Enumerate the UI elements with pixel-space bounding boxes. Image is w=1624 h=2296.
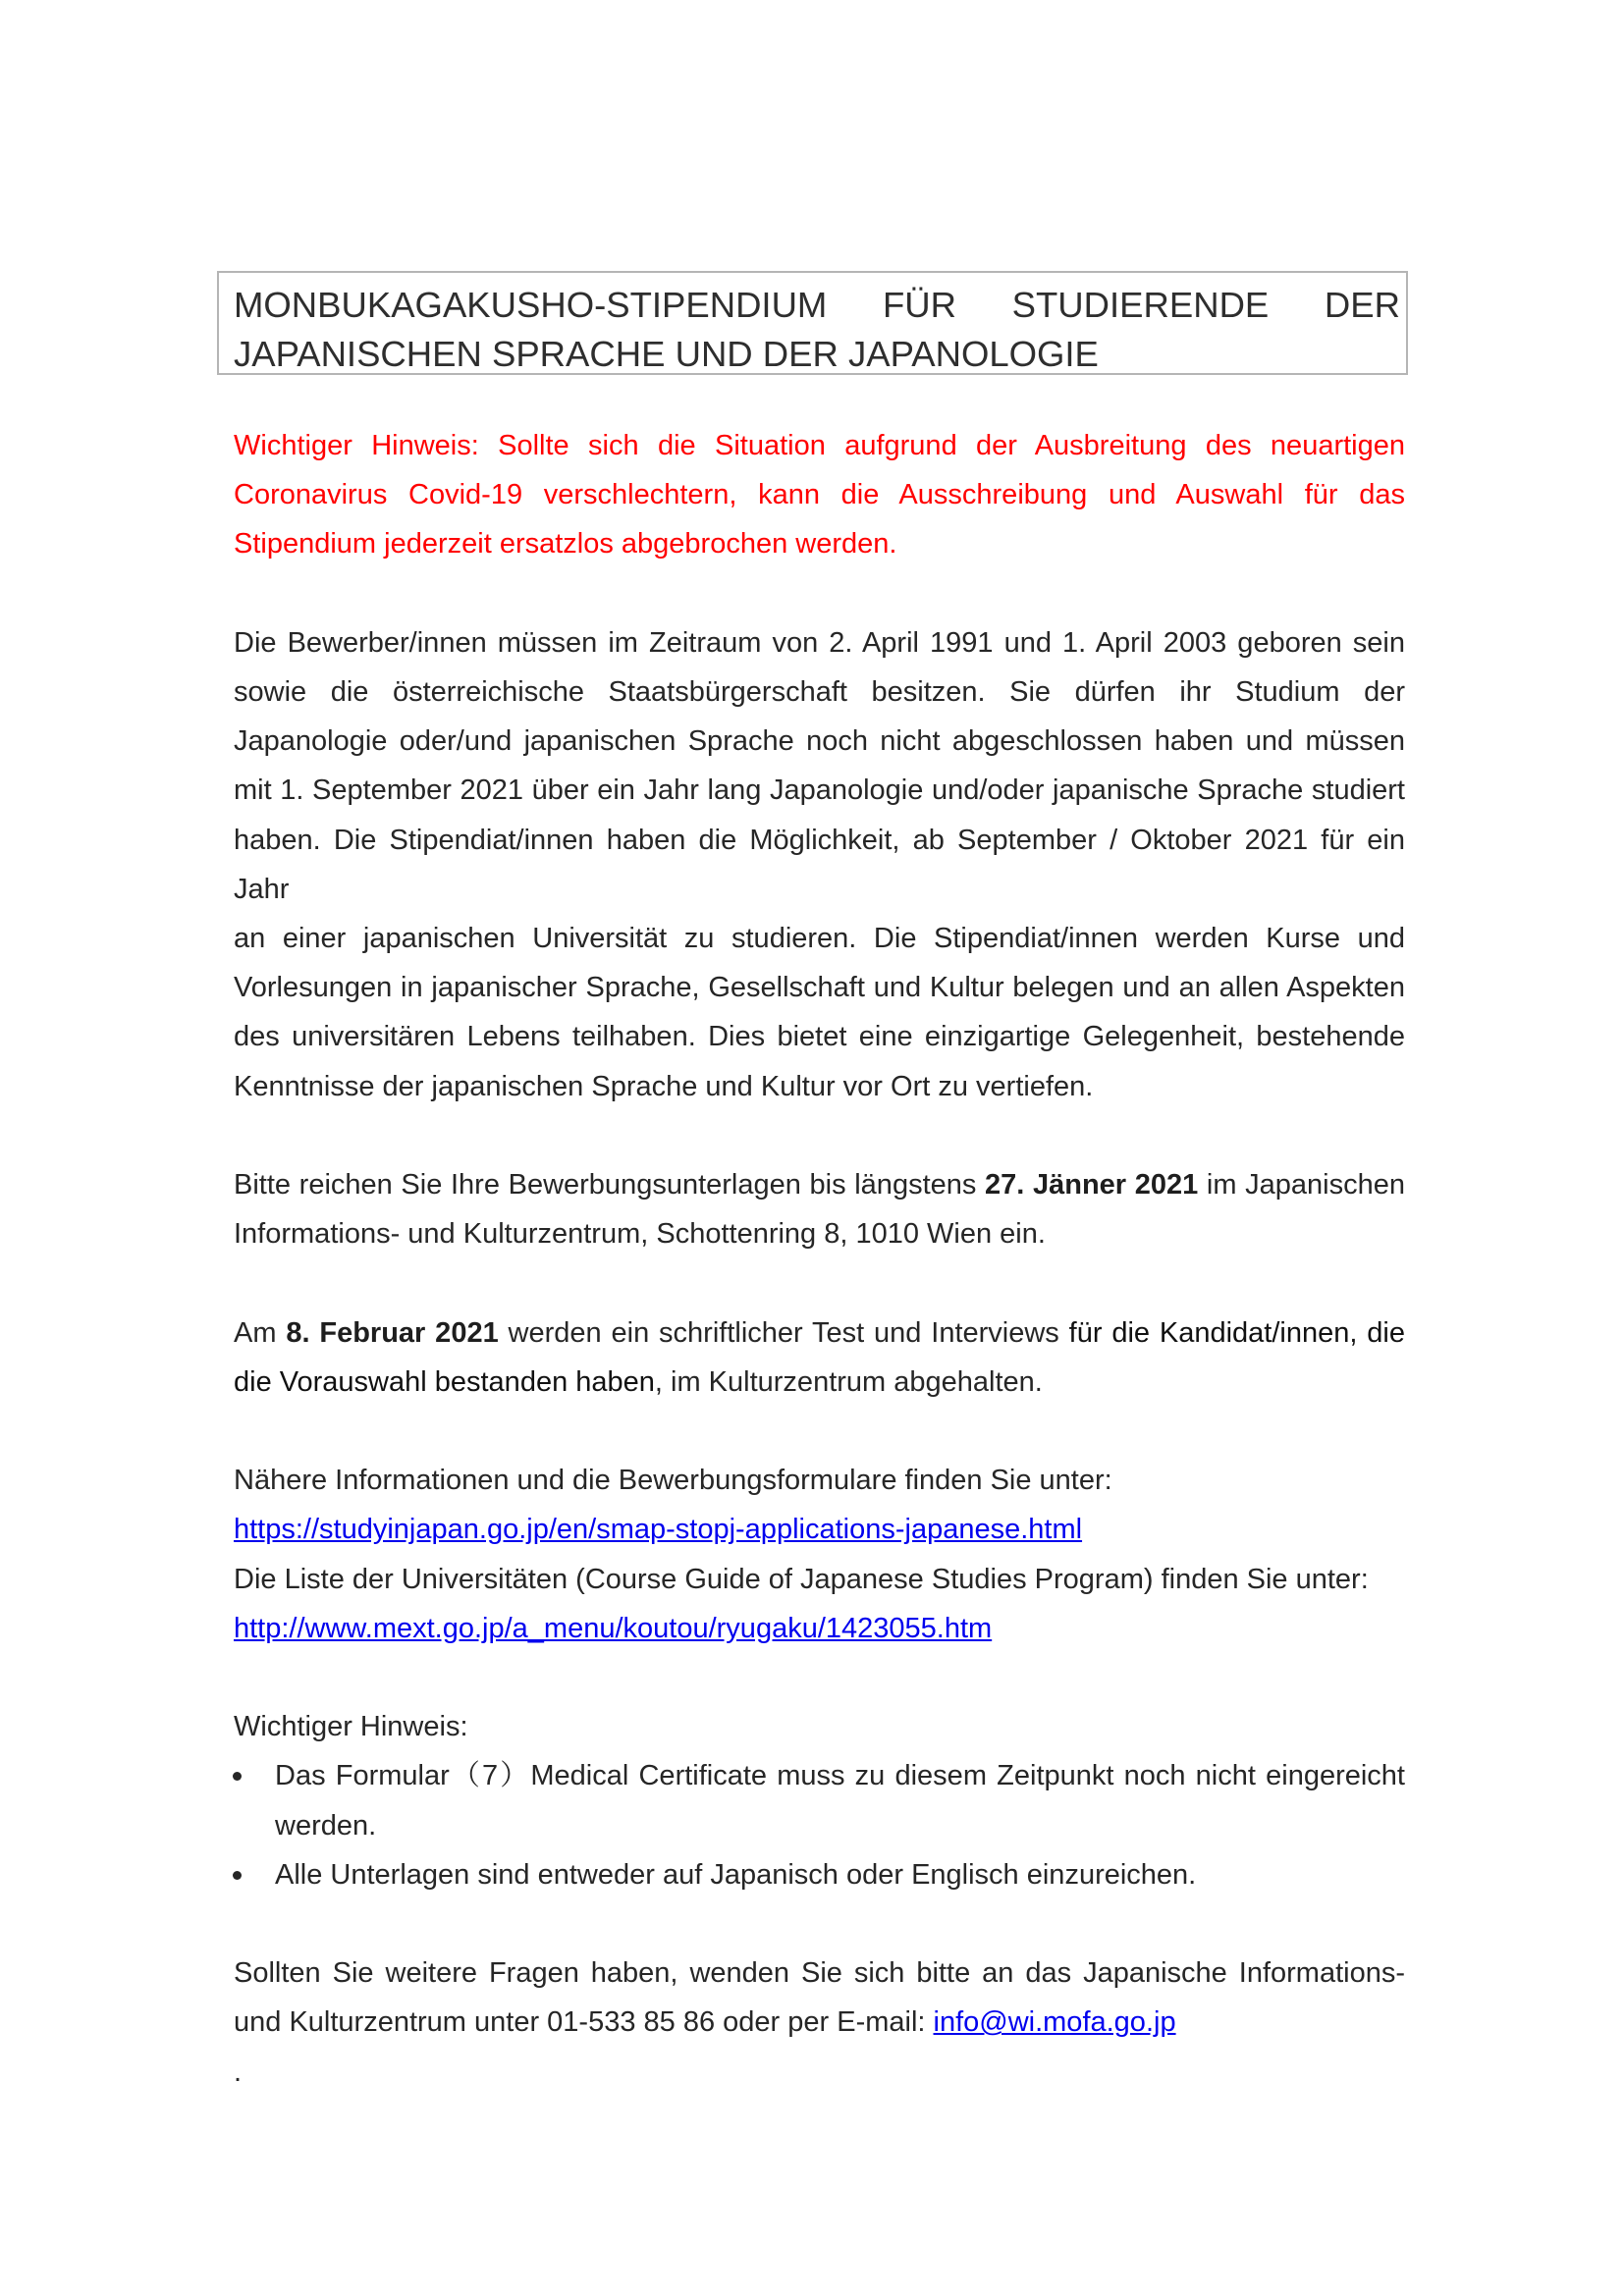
deadline-date: 27. Jänner 2021 bbox=[985, 1169, 1199, 1201]
eligibility-line: Kenntnisse der japanischen Sprache und Kultur vor Ort zu vertiefen. bbox=[234, 1070, 1094, 1102]
eligibility-line: sowie die österreichische Staatsbürgerschaft besitzen. Sie dürfen ihr Studium der bbox=[234, 676, 1405, 708]
eligibility-line: mit 1. September 2021 über ein Jahr lang Japanologie und/oder japanische Sprache studiert bbox=[234, 774, 1405, 807]
university-list-link[interactable]: http://www.mext.go.jp/a_menu/koutou/ryugaku/1423055.htm bbox=[234, 1612, 993, 1644]
test-text: , im Kulturzentrum abgehalten. bbox=[654, 1365, 1043, 1398]
list-item bbox=[234, 1751, 1405, 1849]
eligibility-line: an einer japanischen Universität zu studieren. Die Stipendiat/innen werden Kurse und bbox=[234, 923, 1405, 955]
contact-line-2 bbox=[234, 1998, 1405, 2047]
deadline-paragraph bbox=[234, 1160, 1405, 1258]
deadline-line-2: Informations- und Kulturzentrum, Schottenring 8, 1010 Wien ein. bbox=[234, 1218, 1046, 1251]
list-item bbox=[234, 1850, 1405, 1899]
eligibility-line: Vorlesungen in japanischer Sprache, Gesellschaft und Kultur belegen und an allen Aspekten bbox=[234, 972, 1405, 1004]
paragraph-gap bbox=[234, 1407, 1405, 1456]
paragraph-gap bbox=[234, 1111, 1405, 1160]
test-paragraph bbox=[234, 1308, 1405, 1407]
contact-text: und Kulturzentrum unter 01-533 85 86 oder per E-mail: bbox=[234, 2006, 934, 2039]
bullet-icon bbox=[233, 1871, 242, 1880]
list-item-text: Alle Unterlagen sind entweder auf Japanisch oder Englisch einzureichen. bbox=[275, 1858, 1197, 1891]
title-line-1: MONBUKAGAKUSHO-STIPENDIUM FÜR STUDIERENDE DER bbox=[234, 285, 1400, 325]
paragraph-gap bbox=[234, 1653, 1405, 1702]
eligibility-line: Die Bewerber/innen müssen im Zeitraum von 2. April 1991 und 1. April 2003 geboren sein bbox=[234, 626, 1405, 659]
test-line-1 bbox=[234, 1308, 1405, 1358]
warning-line: Stipendium jederzeit ersatzlos abgebrochen werden. bbox=[234, 528, 897, 561]
test-date: 8. Februar 2021 bbox=[286, 1316, 499, 1349]
document-body bbox=[234, 421, 1405, 2097]
eligibility-line: des universitären Lebens teilhaben. Dies bietet eine einzigartige Gelegenheit, bestehende bbox=[234, 1021, 1405, 1053]
deadline-line-1 bbox=[234, 1160, 1405, 1209]
test-text-preselection: die Vorauswahl bestanden haben bbox=[234, 1365, 655, 1398]
notice-list bbox=[234, 1751, 1405, 1899]
info-line: Nähere Informationen und die Bewerbungsformulare finden Sie unter: bbox=[234, 1465, 1112, 1497]
paragraph-gap bbox=[234, 1258, 1405, 1308]
test-line-2 bbox=[234, 1358, 1405, 1407]
info-link-line bbox=[234, 1604, 1405, 1653]
warning-line: Coronavirus Covid-19 verschlechtern, kann die Ausschreibung und Auswahl für das bbox=[234, 479, 1405, 511]
covid-warning bbox=[234, 421, 1405, 569]
contact-paragraph bbox=[234, 1949, 1405, 2097]
test-text: werden ein schriftlicher Test und Interviews bbox=[498, 1316, 1069, 1349]
title-box bbox=[217, 271, 1408, 375]
list-item-text: Das Formular（7）Medical Certificate muss zu diesem Zeitpunkt noch nicht eingereicht bbox=[275, 1760, 1405, 1792]
trailing-period: . bbox=[234, 2056, 243, 2088]
paragraph-gap bbox=[234, 569, 1405, 618]
info-line: Die Liste der Universitäten (Course Guide of Japanese Studies Program) finden Sie unter: bbox=[234, 1563, 1369, 1595]
notice-heading: Wichtiger Hinweis: bbox=[234, 1711, 468, 1743]
eligibility-line: Japanologie oder/und japanischen Sprache noch nicht abgeschlossen haben und müssen bbox=[234, 725, 1405, 758]
title-line-2: JAPANISCHEN SPRACHE UND DER JAPANOLOGIE bbox=[234, 334, 1099, 374]
bullet-icon bbox=[233, 1772, 242, 1781]
eligibility-paragraph bbox=[234, 618, 1405, 1111]
warning-line: Wichtiger Hinweis: Sollte sich die Situation aufgrund der Ausbreitung des neuartigen bbox=[234, 430, 1405, 461]
info-paragraph bbox=[234, 1456, 1405, 1653]
email-link[interactable]: info@wi.mofa.go.jp bbox=[933, 2006, 1176, 2039]
eligibility-line: haben. Die Stipendiat/innen haben die Möglichkeit, ab September / Oktober 2021 für ein Jahr bbox=[234, 824, 1405, 905]
deadline-text: im Japanischen bbox=[1198, 1169, 1405, 1201]
paragraph-gap bbox=[234, 1899, 1405, 1949]
contact-line-1: Sollten Sie weitere Fragen haben, wenden Sie sich bitte an das Japanische Informations- bbox=[234, 1957, 1405, 1990]
list-item-text: werden. bbox=[275, 1809, 377, 1842]
application-forms-link[interactable]: https://studyinjapan.go.jp/en/smap-stopj-applications-japanese.html bbox=[234, 1514, 1083, 1546]
deadline-text: Bitte reichen Sie Ihre Bewerbungsunterlagen bis längstens bbox=[234, 1169, 986, 1201]
info-link-line bbox=[234, 1505, 1405, 1554]
test-text-candidates: für die Kandidat/innen, die bbox=[1068, 1316, 1405, 1349]
test-text: Am bbox=[234, 1316, 287, 1349]
